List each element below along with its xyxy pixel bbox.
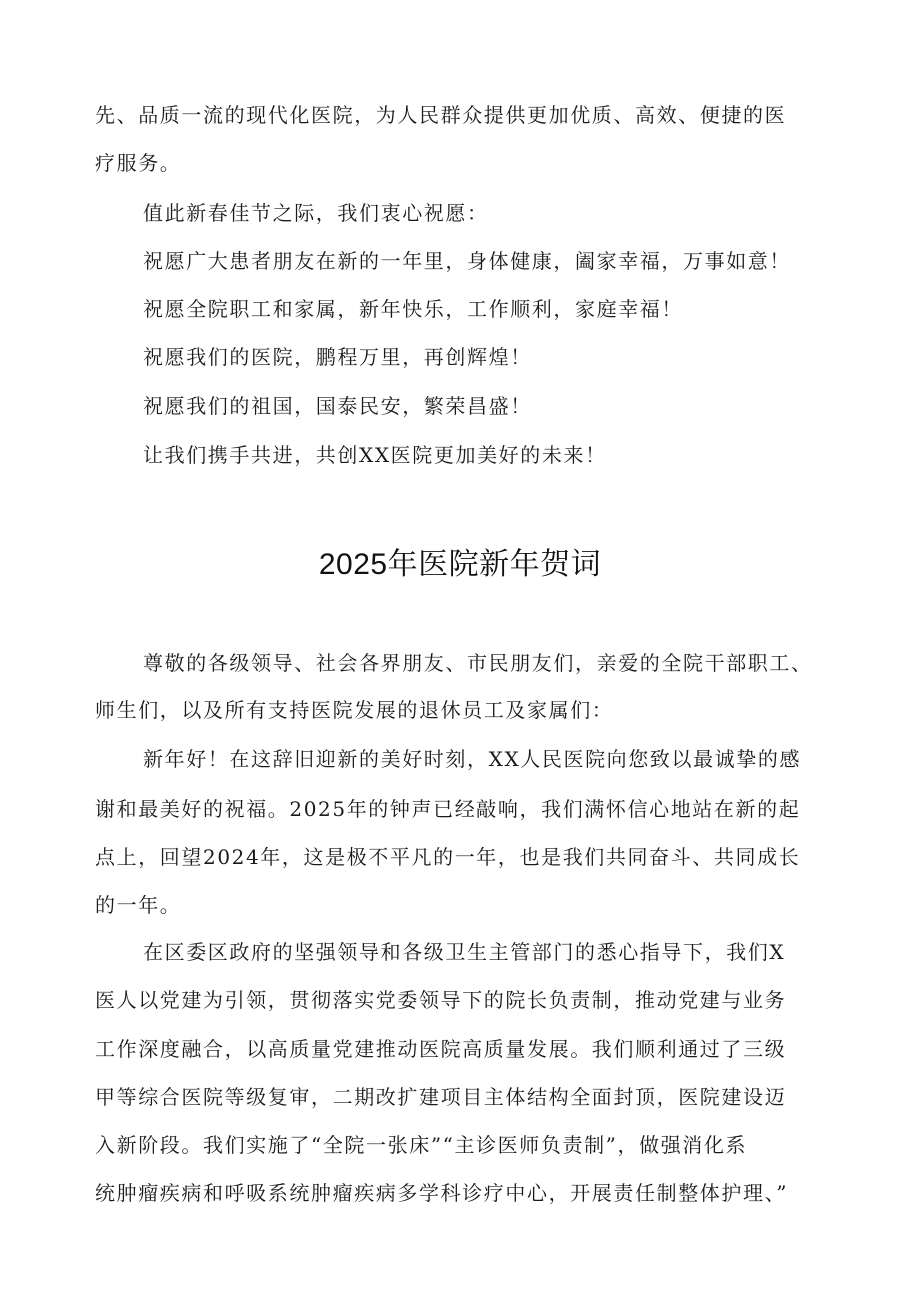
paragraph-line: 甲等综合医院等级复审，二期改扩建项目主体结构全面封顶，医院建设迈 xyxy=(95,1085,787,1109)
salutation-line: 尊敬的各级领导、社会各界朋友、市民朋友们，亲爱的全院干部职工、 xyxy=(143,651,813,675)
wish-line: 祝愿我们的医院，鹏程万里，再创辉煌！ xyxy=(143,345,532,369)
wish-line: 祝愿我们的祖国，国泰民安，繁荣昌盛！ xyxy=(143,394,532,418)
text-line: 疗服务。 xyxy=(95,151,182,175)
text-line: 让我们携手共进，共创XX医院更加美好的未来！ xyxy=(143,443,607,467)
paragraph-line: 医人以党建为引领，贯彻落实党委领导下的院长负责制，推动党建与业务 xyxy=(95,988,787,1012)
text-line: 先、品质一流的现代化医院，为人民群众提供更加优质、高效、便捷的医 xyxy=(95,103,787,127)
paragraph-line: 统肿瘤疾病和呼吸系统肿瘤疾病多学科诊疗中心，开展责任制整体护理、” xyxy=(95,1181,789,1205)
document-title: 2025年医院新年贺词 xyxy=(318,548,602,581)
paragraph-line: 入新阶段。我们实施了“全院一张床”“主诊医师负责制”，做强消化系 xyxy=(95,1133,748,1157)
paragraph-line: 点上，回望2024年，这是极不平凡的一年，也是我们共同奋斗、共同成长 xyxy=(95,845,801,869)
wish-line: 祝愿广大患者朋友在新的一年里，身体健康，阖家幸福，万事如意！ xyxy=(143,249,791,273)
paragraph-line: 的一年。 xyxy=(95,893,182,917)
paragraph-line: 新年好！在这辞旧迎新的美好时刻，XX人民医院向您致以最诚挚的感 xyxy=(143,747,802,771)
paragraph-line: 谢和最美好的祝福。2025年的钟声已经敲响，我们满怀信心地站在新的起 xyxy=(95,797,801,821)
text-line: 值此新春佳节之际，我们衷心祝愿： xyxy=(143,201,489,225)
paragraph-line: 在区委区政府的坚强领导和各级卫生主管部门的悉心指导下，我们X xyxy=(143,940,786,964)
wish-line: 祝愿全院职工和家属，新年快乐，工作顺利，家庭幸福！ xyxy=(143,297,683,321)
paragraph-line: 工作深度融合，以高质量党建推动医院高质量发展。我们顺利通过了三级 xyxy=(95,1037,787,1061)
salutation-line: 师生们，以及所有支持医院发展的退休员工及家属们： xyxy=(95,698,614,722)
